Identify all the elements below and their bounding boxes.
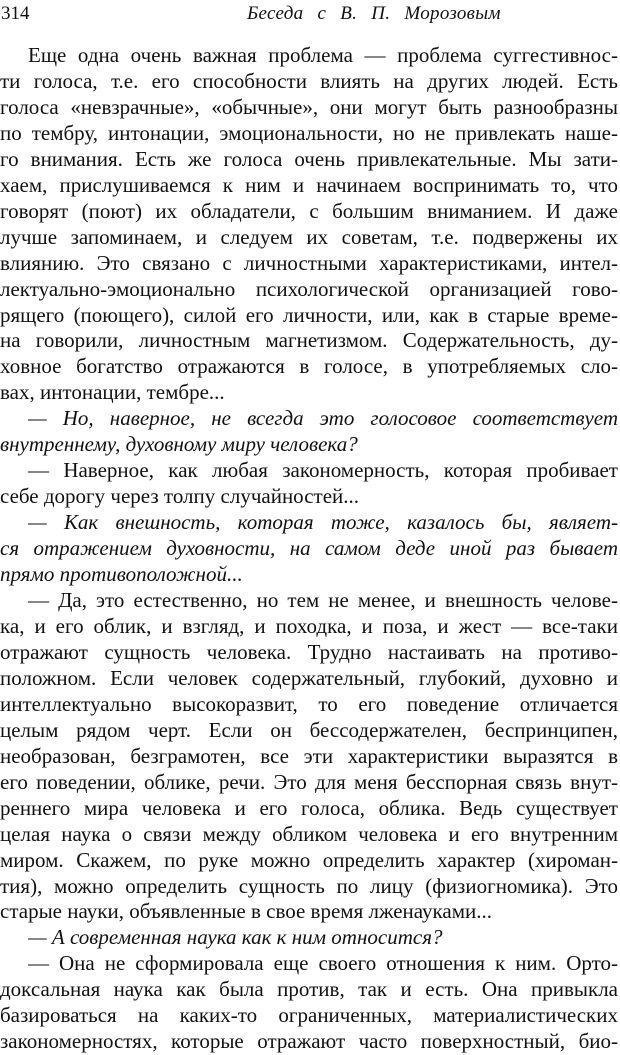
interviewee-answer [0,43,618,406]
text-line: отражают сущность человека. Трудно настаивать на противо- [0,639,618,664]
text-line: прямо противоположной... [0,562,243,587]
text-line: лучше запоминаем, и следуем их советам, т.е. подвержены их [0,224,618,249]
text-line: — Она не сформировала еще своего отношения к ним. Орто- [28,951,618,976]
text-line: го внимания. Есть же голоса очень привлекательные. Мы зати- [0,146,618,171]
text-line: положном. Если человек содержательный, глубокий, духовно и [0,665,618,690]
interviewer-question [0,406,618,458]
text-line: влиянию. Это связано с личностными характеристиками, интел- [0,250,618,275]
text-line: старые науки, объявленные в свое время лженауками... [0,899,492,924]
interviewee-answer [0,588,618,925]
text-line: целым рядом черт. Если он бессодержателен, беспринципен, [0,717,618,742]
interviewer-question [0,510,618,588]
text-line: доксальная наука как была против, так и есть. Она привыкла [0,977,618,1002]
text-line: хаем, прислушиваемся к ним и начинаем воспринимать то, что [0,172,618,197]
page-number: 314 [1,3,30,24]
text-line: на говорили, личностным магнетизмом. Содержательность, ду- [0,328,618,353]
text-line: ся отражением духовности, на самом деде иной раз бывает [0,536,618,561]
interviewer-question [0,925,618,951]
text-line: закономерностях, которые отражают часто поверхностный, био- [0,1029,618,1054]
text-line: ти голоса, т.е. его способности влиять на других людей. Есть [0,68,618,93]
text-line: Еще одна очень важная проблема — проблема суггестивнос- [28,43,618,67]
text-line: реннего мира человека и его голоса, облика. Ведь существует [0,795,618,820]
text-line: — Но, наверное, не всегда это голосовое соответствует [28,406,618,431]
text-line: ховное богатство отражаются в голосе, в употребляемых сло- [0,354,618,379]
text-line: базироваться на каких-то ограниченных, материалистических [0,1003,618,1028]
text-line: тия), можно определить сущность по лицу (физиогномика). Это [0,873,618,898]
body-text [0,43,618,1055]
text-line: — Как внешность, которая тоже, казалось бы, являет- [28,510,618,535]
interviewee-answer [0,951,618,1055]
text-line: — Да, это естественно, но тем не менее, и внешность челове- [28,588,618,613]
page-header [0,2,620,28]
text-line: вах, интонации, тембре... [0,380,225,405]
text-line: его поведении, облике, речи. Это для меня бесспорная связь внут- [0,769,618,794]
text-line: рящего (поющего), силой его личности, или, как в старые време- [0,302,618,327]
text-line: ка, и его облик, и взгляд, и походка, и поза, и жест — все-таки [0,613,618,638]
text-line: — А современная наука как к ним относится? [28,925,443,950]
text-line: голоса «невзрачные», «обычные», они могут быть разнообразны [0,94,618,119]
text-line: целая наука о связи между обликом человека и его внутренним [0,821,618,846]
text-line: говорят (поют) их обладатели, с большим вниманием. И даже [0,198,618,223]
text-line: миром. Скажем, по руке можно определить характер (хироман- [0,847,618,872]
text-line: — Наверное, как любая закономерность, которая пробивает [28,458,618,483]
text-line: интеллектуально высокоразвит, то его поведение отличается [0,691,618,716]
text-line: внутреннему, духовному миру человека? [0,432,358,457]
interviewee-answer [0,458,618,510]
text-line: по тембру, интонации, эмоциональности, но не привлекать наше- [0,120,618,145]
text-line: необразован, безграмотен, все эти характеристики выразятся в [0,743,618,768]
text-line: себе дорогу через толпу случайностей... [0,484,360,509]
running-title: Беседа с В. П. Морозовым [247,3,501,24]
text-line: лектуально-эмоционально психологической организацией гово- [0,276,618,301]
